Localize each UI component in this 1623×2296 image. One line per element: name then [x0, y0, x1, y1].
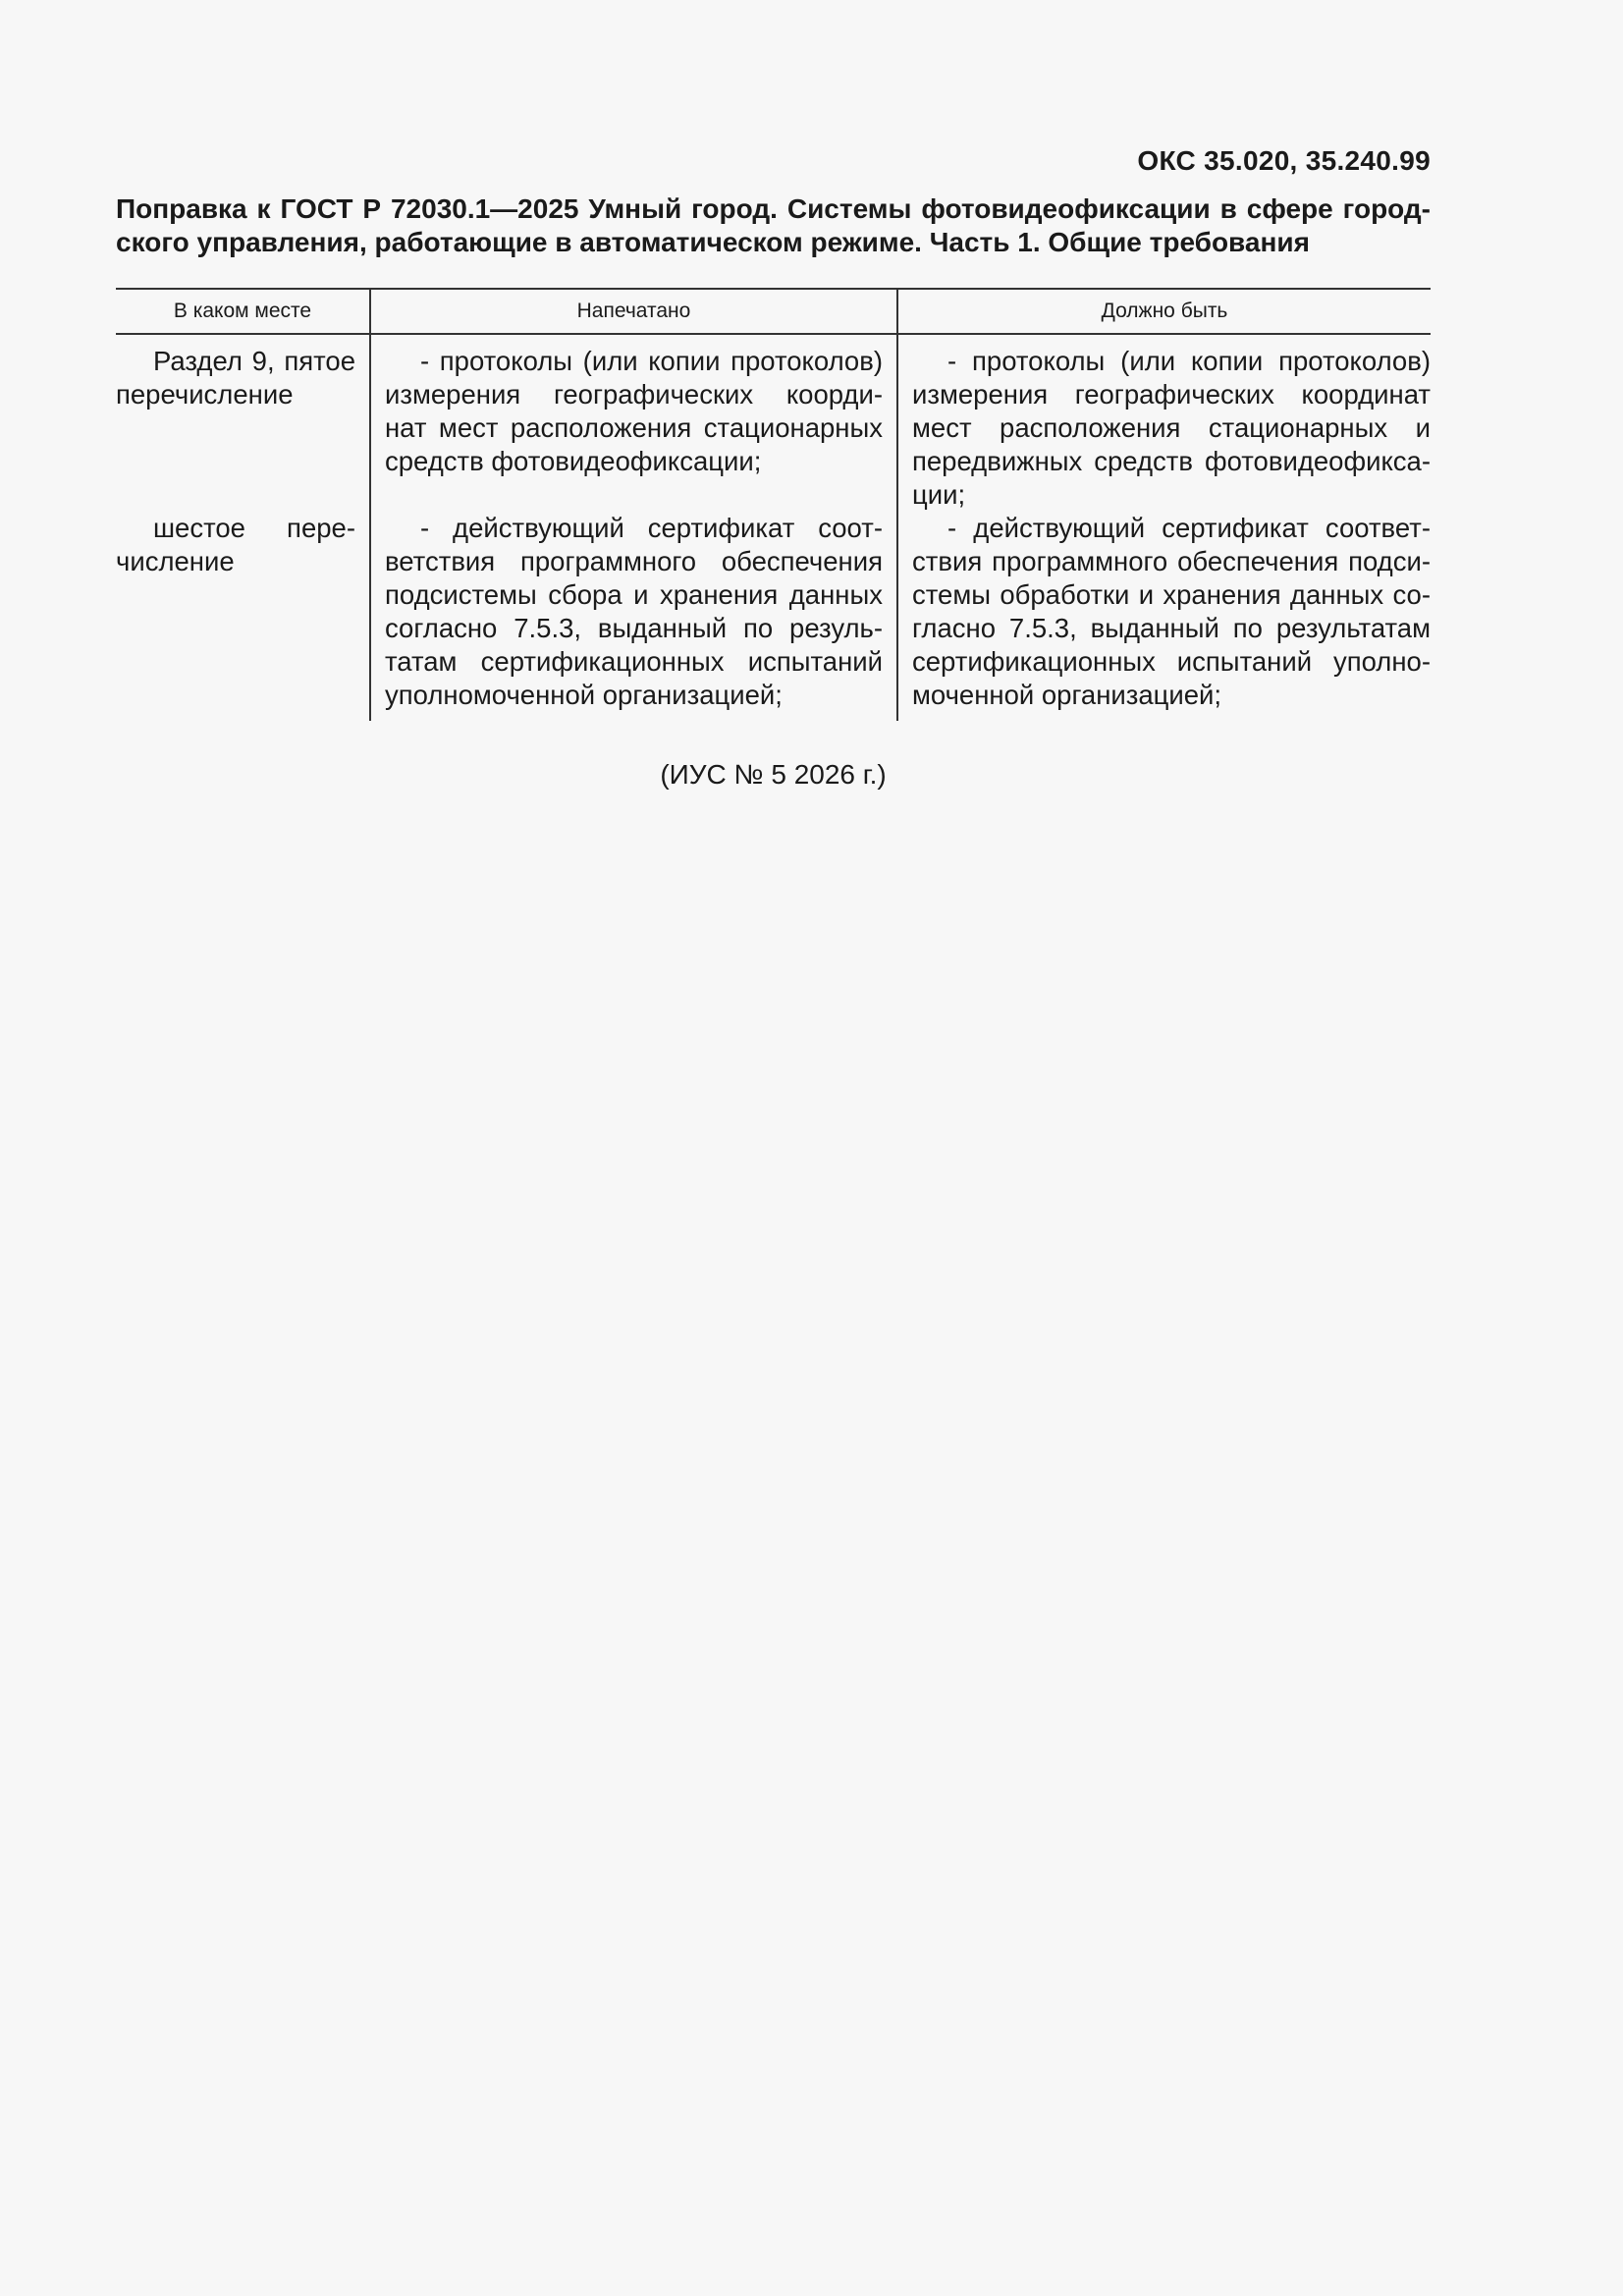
text-line: - действующий сертификат соответ-	[947, 513, 1431, 543]
text-line: средств фотовидеофиксации;	[385, 446, 762, 476]
text-line: ветствия программного обеспечения	[385, 546, 883, 576]
table-row	[116, 334, 1431, 512]
header-should-be: Должно быть	[897, 289, 1431, 334]
cell-where	[116, 512, 370, 721]
title-line: ского управления, работающие в автоматическом режиме. Часть 1. Общие требования	[116, 227, 1310, 257]
amendment-table	[116, 288, 1431, 721]
cell-printed	[370, 512, 897, 721]
text-line: - действующий сертификат соот-	[420, 513, 883, 543]
text-line: согласно 7.5.3, выданный по резуль-	[385, 613, 883, 643]
cell-printed	[370, 334, 897, 512]
text-line: подсистемы сбора и хранения данных	[385, 579, 883, 610]
header-where: В каком месте	[116, 289, 370, 334]
text-line: мест расположения стационарных и	[912, 412, 1431, 443]
amendment-title	[116, 192, 1431, 259]
cell-should-be	[897, 512, 1431, 721]
text-line: сертификационных испытаний уполно-	[912, 646, 1431, 677]
text-line: измерения географических координат	[912, 379, 1431, 410]
ius-reference: (ИУС № 5 2026 г.)	[660, 759, 887, 790]
text-line: числение	[116, 546, 235, 576]
text-line: перечисление	[116, 379, 294, 410]
text-line: передвижных средств фотовидеофикса-	[912, 446, 1431, 476]
text-line: нат мест расположения стационарных	[385, 412, 883, 443]
table-header-row	[116, 289, 1431, 334]
text-line: - протоколы (или копии протоколов)	[420, 346, 883, 376]
text-line: татам сертификационных испытаний	[385, 646, 883, 677]
table-row	[116, 512, 1431, 721]
text-line: уполномоченной организацией;	[385, 680, 783, 710]
cell-should-be	[897, 334, 1431, 512]
cell-where	[116, 334, 370, 512]
text-line: ствия программного обеспечения подси-	[912, 546, 1431, 576]
text-line: Раздел 9, пятое	[153, 346, 355, 376]
text-line: - протоколы (или копии протоколов)	[947, 346, 1431, 376]
text-line: стемы обработки и хранения данных со-	[912, 579, 1431, 610]
document-page	[116, 0, 1431, 2296]
text-line: измерения географических коорди-	[385, 379, 883, 410]
title-line: Поправка к ГОСТ Р 72030.1—2025 Умный город. Системы фотовидеофиксации в сфере город-	[116, 193, 1431, 224]
text-line: гласно 7.5.3, выданный по результатам	[912, 613, 1431, 643]
text-line: шестое пере-	[153, 513, 355, 543]
oks-classification: ОКС 35.020, 35.240.99	[1137, 145, 1431, 176]
text-line: ции;	[912, 479, 966, 510]
header-printed: Напечатано	[370, 289, 897, 334]
text-line: моченной организацией;	[912, 680, 1222, 710]
